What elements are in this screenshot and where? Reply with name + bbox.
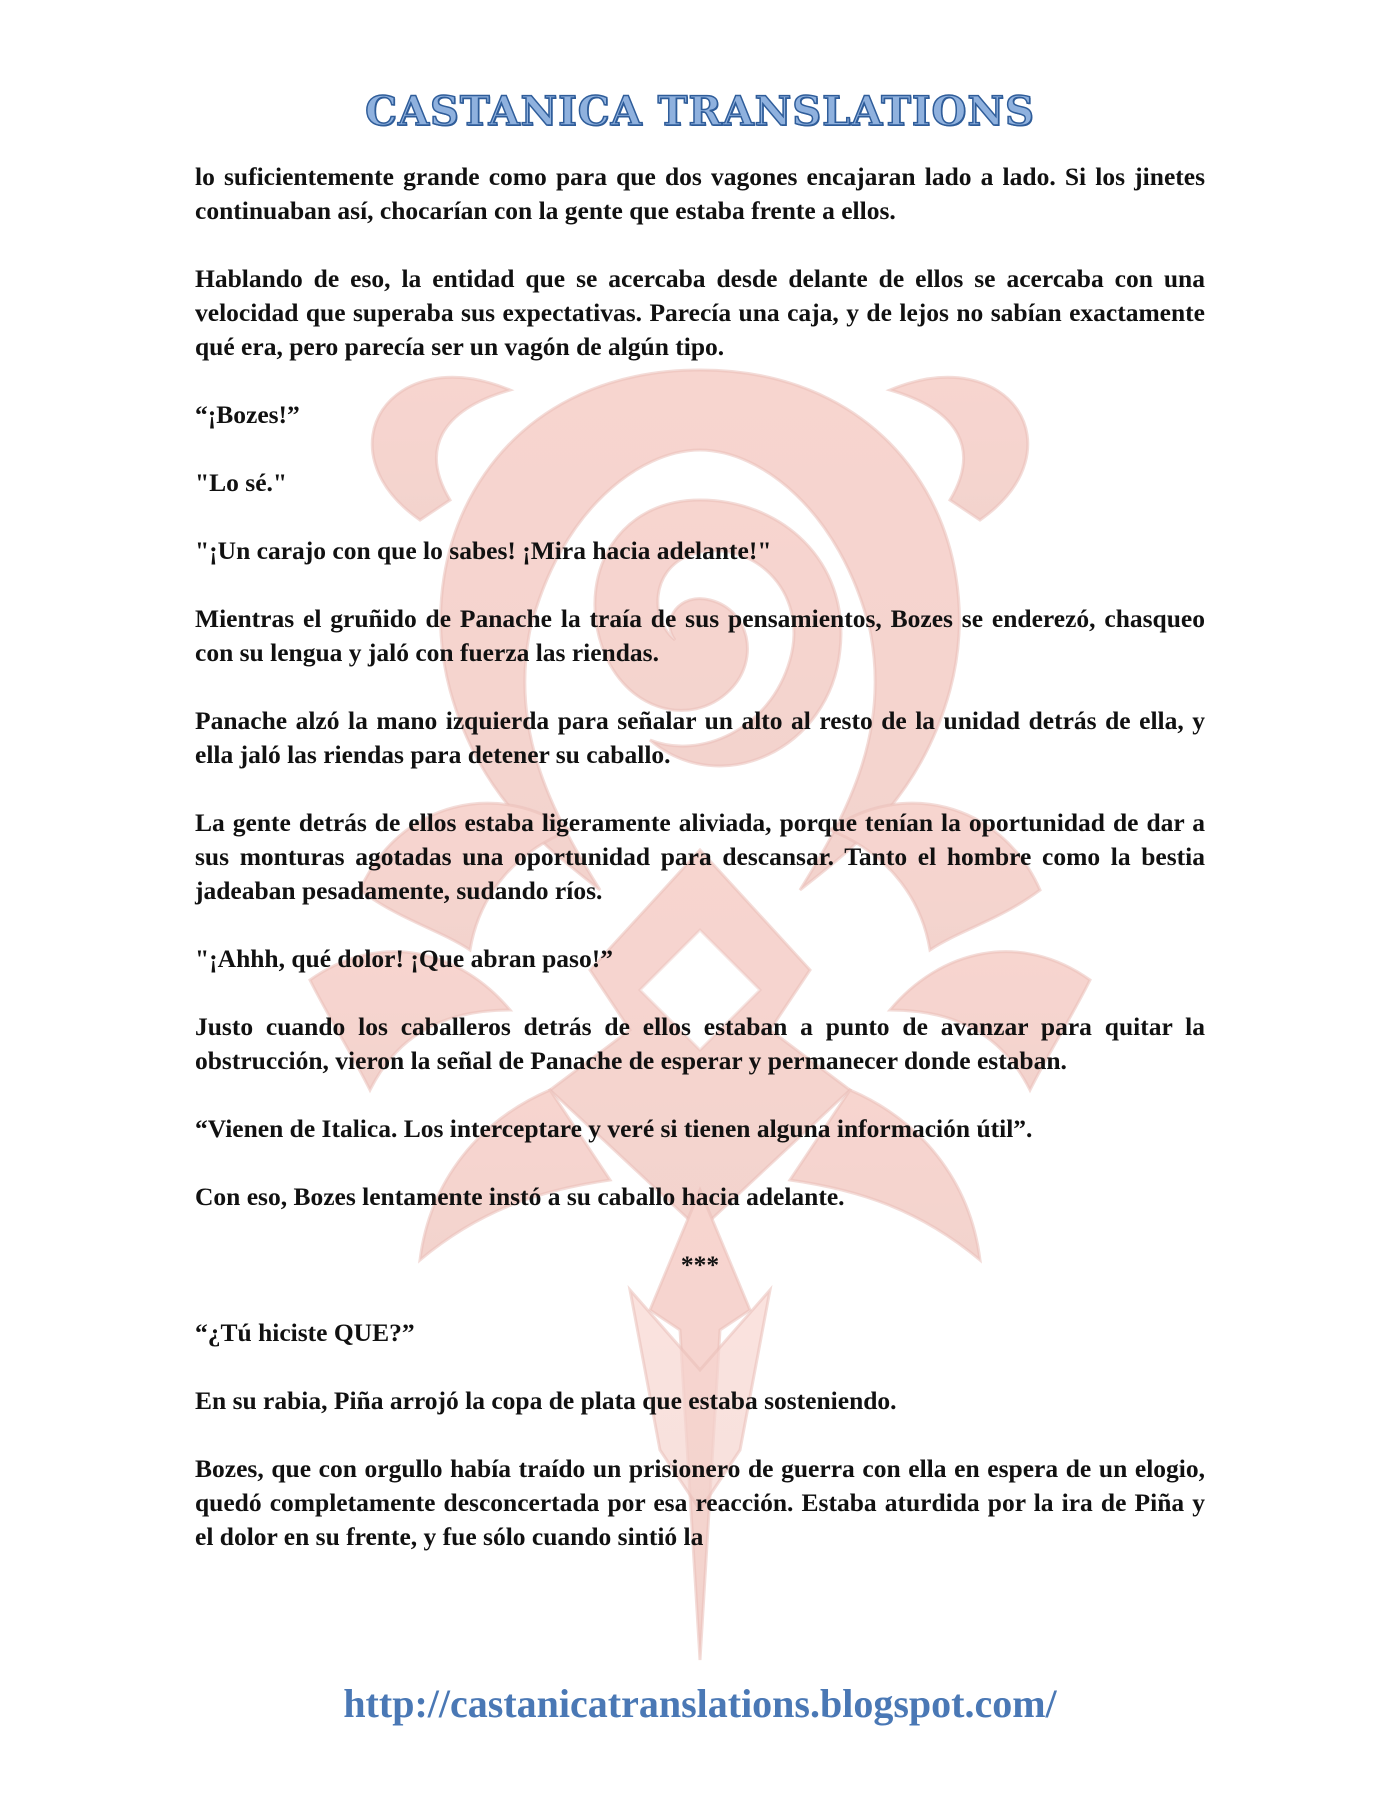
scene-break: *** [680, 1250, 720, 1279]
paragraph: Panache alzó la mano izquierda para señalar un alto al resto de la unidad detrás de ella, y ella jaló las riendas para detener su caballo. [195, 706, 1205, 769]
paragraph: Mientras el gruñido de Panache la traía de sus pensamientos, Bozes se enderezó, chasqueo con su lengua y jaló con fuerza las riendas. [195, 604, 1205, 667]
dialogue-line: “¿Tú hiciste QUE?” [195, 1318, 415, 1347]
paragraph: Justo cuando los caballeros detrás de ellos estaban a punto de avanzar para quitar la obstrucción, vieron la señal de Panache de esperar y permanecer donde estaban. [195, 1012, 1205, 1075]
paragraph: lo suficientemente grande como para que dos vagones encajaran lado a lado. Si los jinetes continuaban así, chocarían con la gente que estaba frente a ellos. [195, 162, 1205, 225]
paragraph: La gente detrás de ellos estaba ligeramente aliviada, porque tenían la oportunidad de dar a sus monturas agotadas una oportunidad para descansar. Tanto el hombre como la bestia jadeaban pesadamente, sudando ríos. [195, 808, 1205, 905]
paragraph: Bozes, que con orgullo había traído un prisionero de guerra con ella en espera de un elogio, quedó completamente desconcertada por esa reacción. Estaba aturdida por la ira de Piña y el dolor en su frente, y fue sólo cuando sintió la [195, 1454, 1205, 1551]
header-title: CASTANICA TRANSLATIONS [365, 88, 1035, 135]
dialogue-line: “¡Bozes!” [195, 400, 300, 429]
dialogue-line: "¡Un carajo con que lo sabes! ¡Mira hacia adelante!" [195, 536, 772, 565]
paragraph: Con eso, Bozes lentamente instó a su caballo hacia adelante. [195, 1182, 845, 1211]
footer-url-link[interactable]: http://castanicatranslations.blogspot.com/ [343, 1681, 1057, 1726]
document-body [195, 160, 1205, 1554]
paragraph: En su rabia, Piña arrojó la copa de plata que estaba sosteniendo. [195, 1386, 897, 1415]
dialogue-line: "¡Ahhh, qué dolor! ¡Que abran paso!” [195, 944, 613, 973]
dialogue-line: "Lo sé." [195, 468, 288, 497]
dialogue-line: “Vienen de Italica. Los interceptare y veré si tienen alguna información útil”. [195, 1114, 1033, 1143]
paragraph: Hablando de eso, la entidad que se acercaba desde delante de ellos se acercaba con una velocidad que superaba sus expectativas. Parecía una caja, y de lejos no sabían exactamente qué era, pero parecía ser un vagón de algún tipo. [195, 264, 1205, 361]
